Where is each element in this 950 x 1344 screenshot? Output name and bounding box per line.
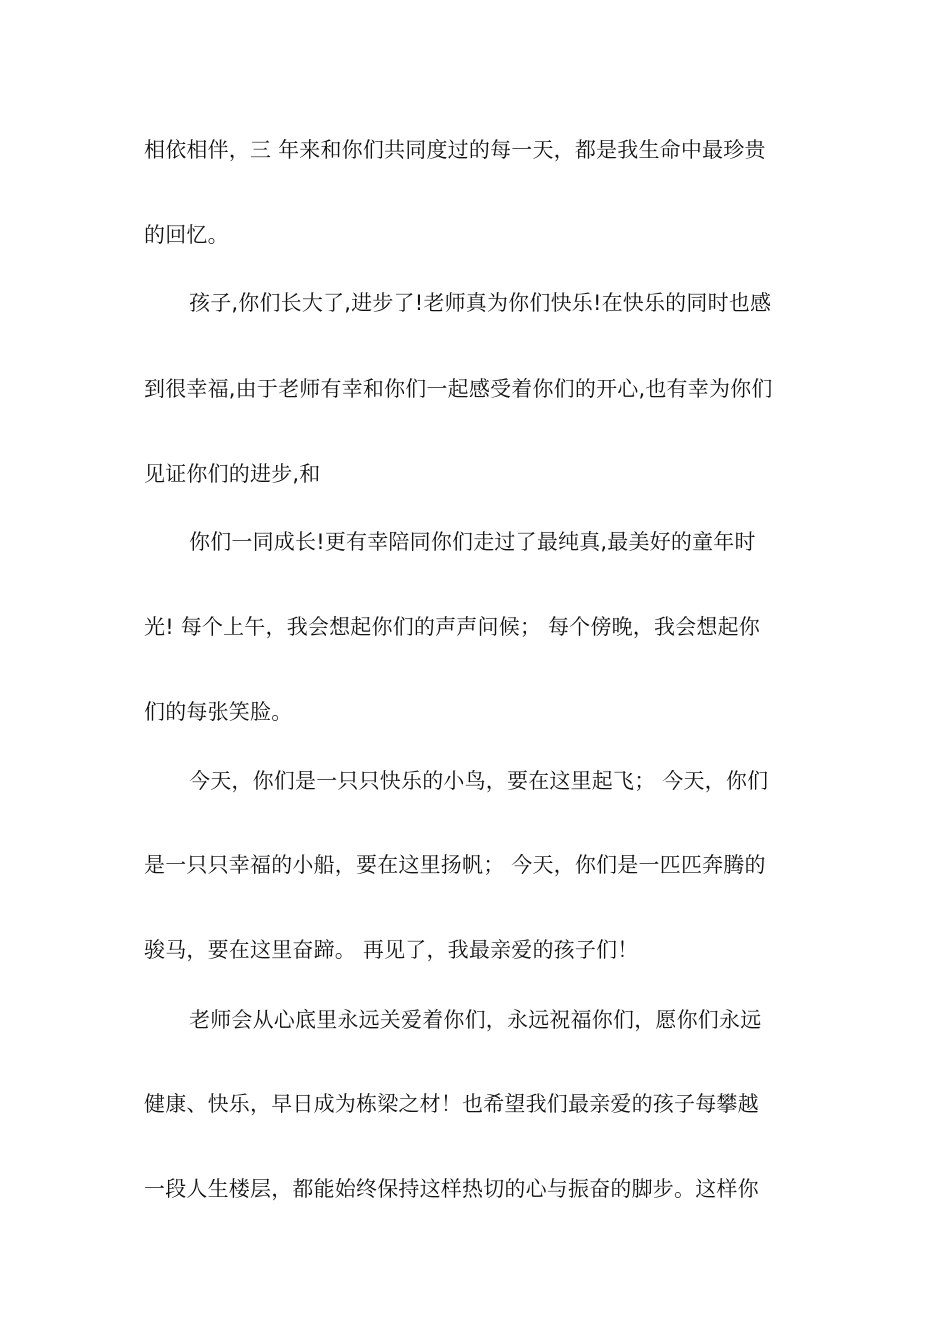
text-line: 骏马，要在这里奋蹄。 再见了，我最亲爱的孩子们！ [144, 938, 639, 962]
text-line: 一段人生楼层，都能始终保持这样热切的心与振奋的脚步。这样你 [144, 1177, 759, 1201]
paragraph-start-line: 你们一同成长!更有幸陪同你们走过了最纯真,最美好的童年时 [189, 530, 756, 554]
text-line: 是一只只幸福的小船，要在这里扬帆； 今天，你们是一匹匹奔腾的 [144, 853, 766, 877]
text-line: 们的每张笑脸。 [144, 700, 293, 724]
text-line: 光! 每个上午，我会想起你们的声声问候； 每个傍晚，我会想起你 [144, 615, 760, 639]
text-line: 到很幸福,由于老师有幸和你们一起感受着你们的开心,也有幸为你们 [144, 377, 773, 401]
paragraph-start-line: 今天，你们是一只只快乐的小鸟，要在这里起飞； 今天，你们 [189, 769, 769, 793]
text-line: 见证你们的进步,和 [144, 462, 321, 486]
paragraph-start-line: 老师会从心底里永远关爱着你们，永远祝福你们，愿你们永远 [189, 1008, 762, 1032]
text-line: 健康、快乐，早日成为栋梁之材！也希望我们最亲爱的孩子每攀越 [144, 1092, 759, 1116]
paragraph-start-line: 孩子,你们长大了,进步了!老师真为你们快乐!在快乐的同时也感 [189, 291, 772, 315]
text-line: 相依相伴，三 年来和你们共同度过的每一天，都是我生命中最珍贵 [144, 138, 766, 162]
text-line: 的回忆。 [144, 223, 229, 247]
